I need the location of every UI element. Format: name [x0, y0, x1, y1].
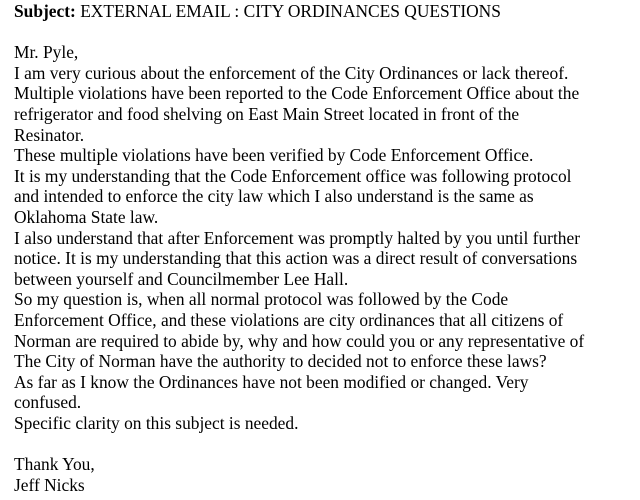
body-line: between yourself and Councilmember Lee Hall. [14, 268, 349, 289]
greeting: Mr. Pyle, [14, 42, 79, 63]
closing: Thank You, [14, 454, 95, 475]
body-line: The City of Norman have the authority to decided not to enforce these laws? [14, 351, 547, 372]
subject-line [14, 1, 638, 22]
body-line: Multiple violations have been reported to the Code Enforcement Office about the [14, 83, 580, 104]
body-line: I am very curious about the enforcement of the City Ordinances or lack thereof. [14, 62, 569, 83]
body-line: Enforcement Office, and these violations are city ordinances that all citizens of [14, 309, 564, 330]
spacer [14, 22, 638, 43]
subject-text: EXTERNAL EMAIL : CITY ORDINANCES QUESTIONS [80, 1, 501, 21]
body-line: Specific clarity on this subject is needed. [14, 412, 299, 433]
body-line: These multiple violations have been verified by Code Enforcement Office. [14, 145, 534, 166]
body-line: Oklahoma State law. [14, 206, 159, 227]
body-line: It is my understanding that the Code Enforcement office was following protocol [14, 165, 572, 186]
spacer [14, 433, 638, 454]
body-line: Norman are required to abide by, why and how could you or any representative of [14, 330, 585, 351]
subject-label: Subject: [14, 1, 76, 21]
email-body [14, 63, 638, 434]
body-line: confused. [14, 392, 82, 413]
body-line: So my question is, when all normal protocol was followed by the Code [14, 289, 509, 310]
email-document [14, 1, 638, 495]
body-line: I also understand that after Enforcement was promptly halted by you until further [14, 227, 580, 248]
body-line: notice. It is my understanding that this action was a direct result of conversations [14, 248, 578, 269]
body-line: and intended to enforce the city law which I also understand is the same as [14, 186, 534, 207]
signature: Jeff Nicks [14, 474, 85, 495]
body-line: As far as I know the Ordinances have not been modified or changed. Very [14, 371, 529, 392]
body-line: Resinator. [14, 124, 85, 145]
body-line: refrigerator and food shelving on East Main Street located in front of the [14, 103, 520, 124]
